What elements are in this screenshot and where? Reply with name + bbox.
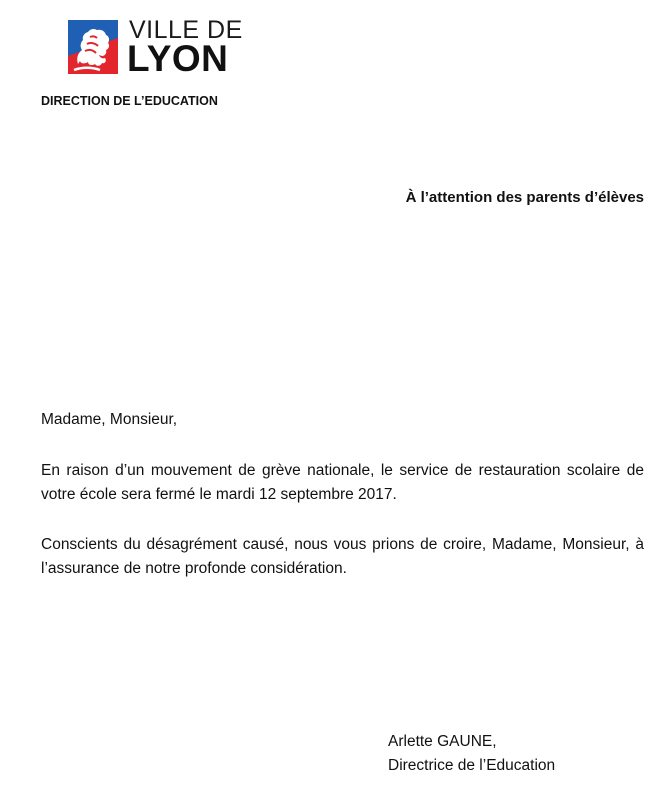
lyon-lion-emblem-icon [68, 20, 118, 74]
department-heading: DIRECTION DE L’EDUCATION [41, 94, 218, 108]
signature-block [388, 730, 555, 778]
logo-text-ville-de: VILLE DE [129, 16, 243, 44]
salutation: Madame, Monsieur, [41, 411, 178, 428]
letter-paragraph-announcement: En raison d’un mouvement de grève nationale, le service de restauration scolaire de votre école sera fermé le mardi 12 septembre 2017. [41, 462, 644, 503]
letter-paragraph-closing: Conscients du désagrément causé, nous vous prions de croire, Madame, Monsieur, à l’assurance de notre profonde considération. [41, 536, 644, 577]
signatory-title: Directrice de l’Education [388, 757, 556, 774]
logo-text-lyon: LYON [127, 38, 229, 79]
recipient-line: À l’attention des parents d’élèves [405, 189, 644, 206]
ville-de-lyon-logo [68, 16, 243, 79]
signatory-name: Arlette GAUNE, [388, 733, 497, 750]
